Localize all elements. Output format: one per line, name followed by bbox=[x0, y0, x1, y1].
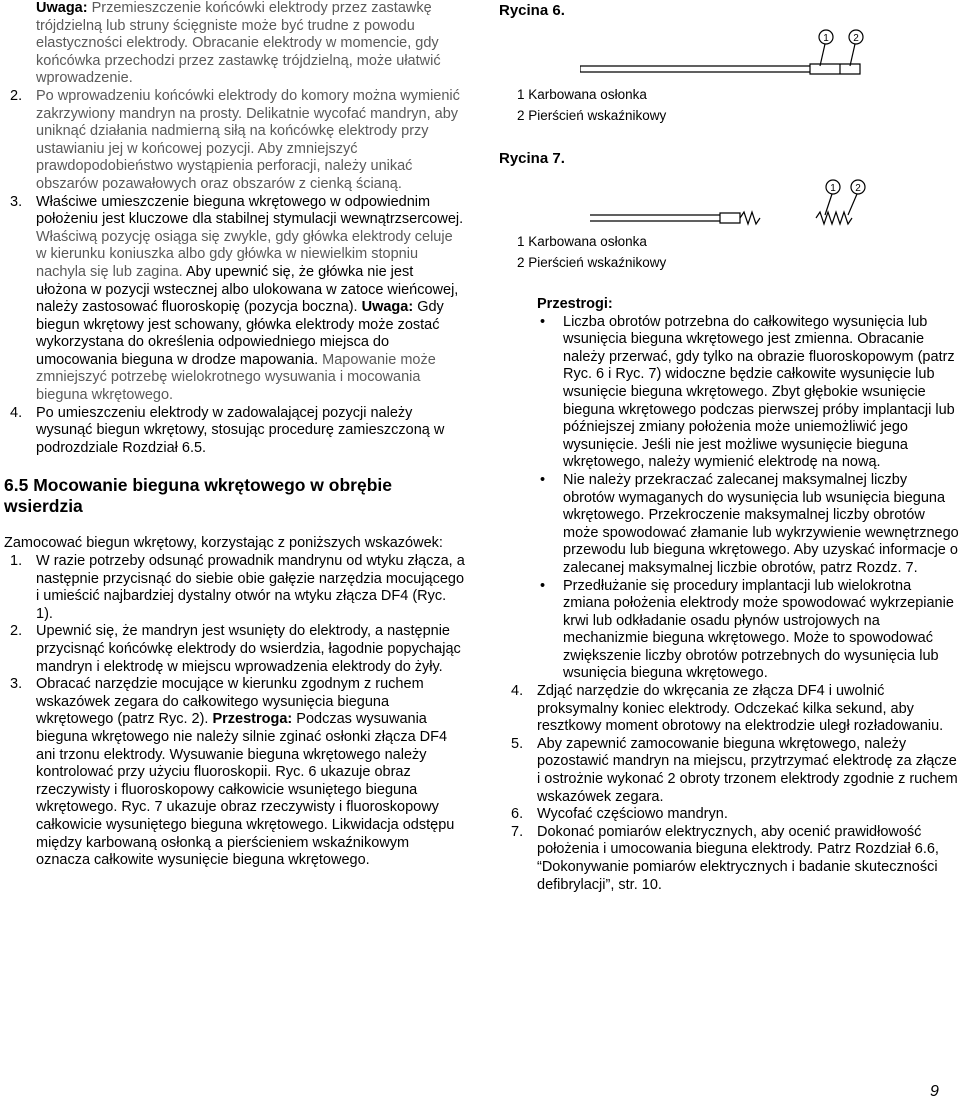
figure-7-legend-1: 1 Karbowana osłonka bbox=[517, 234, 647, 249]
instruction-3 bbox=[10, 676, 466, 870]
bullet-dot: • bbox=[540, 471, 546, 488]
lead-tip bbox=[720, 213, 740, 223]
left-column bbox=[4, 0, 466, 870]
step-number: 4. bbox=[511, 683, 524, 700]
leader-line bbox=[850, 44, 855, 66]
step-3 bbox=[10, 193, 466, 405]
step-number: 6. bbox=[511, 806, 524, 823]
step-text: Wycofać częściowo mandryn. bbox=[537, 806, 728, 823]
step-text: Delikatnie wycofać mandryn, aby uniknąć działania nadmierną siłą na końcówkę elektrody przy ustawianiu jej w końcowej pozycji. Aby zmniejszyć prawdopodobieństwo wystąpienia perforacji, należy unikać obszarów pozawałowych oraz obszarów z cienką ścianą. bbox=[36, 105, 459, 192]
instruction-5 bbox=[511, 735, 960, 806]
step-text: Obracać narzędzie mocujące w kierunku zgodnym z ruchem wskazówek zegara do całkowitego wysunięcia bieguna wkrętowego (patrz Ryc. 2). bbox=[36, 676, 424, 728]
section-intro: Zamocować biegun wkrętowy, korzystając z poniższych wskazówek: bbox=[4, 535, 443, 552]
bullet-text: Zbyt głębokie wsunięcie bieguna wkrętowego podczas pierwszej próby implantacji lub późniejszej zmiany położenia może uniemożliwić jego wysunięcie. Jeśli nie jest możliwe wysunięcie bieguna wkrętowego, należy wymienić elektrodę na nową. bbox=[563, 383, 955, 471]
callout-number: 1 bbox=[830, 183, 836, 194]
instruction-4 bbox=[511, 683, 960, 736]
step-text: Zdjąć narzędzie do wkręcania ze złącza DF4 i uwolnić proksymalny koniec elektrody. Odczekać kilka sekund, aby resztkowy moment obrotowy na elektrodzie uległ rozładowaniu. bbox=[537, 683, 944, 735]
section-heading: 6.5 Mocowanie bieguna wkrętowego w obrębie wsierdzia bbox=[4, 475, 392, 517]
caution-label: Przestroga: bbox=[212, 711, 293, 728]
step-text: Właściwe umieszczenie bieguna wkrętowego w odpowiednim położeniu jest kluczowe dla stabilnej stymulacji wewnątrzsercowej. bbox=[36, 193, 464, 228]
figure-7-legend-2: 2 Pierścień wskaźnikowy bbox=[517, 255, 667, 270]
cautions-title: Przestrogi: bbox=[537, 296, 613, 312]
caution-bullet-3 bbox=[537, 578, 960, 684]
instruction-7 bbox=[511, 823, 960, 894]
note-text: Mapowanie może zmniejszyć potrzebę wielokrotnego wysuwania i mocowania bieguna wkrętowego. bbox=[36, 351, 436, 404]
figure-6-lead-illustration bbox=[580, 22, 880, 82]
step-text: Dokonać pomiarów elektrycznych, aby ocenić prawidłowość położenia i umocowania bieguna elektrody. Patrz Rozdział 6.6, “Dokonywanie pomiarów elektrycznych i badanie skuteczności defibrylacji”, str. 10. bbox=[537, 823, 939, 893]
leader-line bbox=[848, 194, 857, 215]
step-number: 2. bbox=[10, 623, 23, 640]
step-number: 3. bbox=[10, 676, 23, 693]
caution-bullet-2 bbox=[537, 472, 960, 578]
leader-line bbox=[820, 44, 825, 66]
caution-bullet-1 bbox=[537, 314, 960, 472]
callout-number: 2 bbox=[855, 183, 861, 194]
bullet-text: Liczba obrotów potrzebna do całkowitego wysunięcia lub wsunięcia bieguna wkrętowego jest zmienna. Obracanie należy przerwać, gdy tylko na obrazie fluoroskopowym (patrz Ryc. 6 i Ryc. 7) widoczne będzie całkowite wysunięcie lub wsunięcie bieguna wkrętowego. bbox=[563, 313, 955, 400]
step-text: Aby zapewnić zamocowanie bieguna wkrętowego, należy pozostawić mandryn na miejscu, przytrzymać elektrodę za złącze i ostrożnie wykonać 2 obroty trzonem elektrody zgodnie z ruchem wskazówek zegara. bbox=[537, 735, 958, 805]
step-number: 1. bbox=[10, 553, 23, 570]
instruction-6 bbox=[511, 806, 960, 824]
bullet-text: Przekroczenie maksymalnej liczby obrotów może spowodować złamanie lub wykrzywienie wewnętrznego przewodu lub bieguna wkrętowego. Aby uzyskać informacje o zalecanej maksymalnej liczbie obrotów, patrz Rozdz. 7. bbox=[563, 507, 959, 576]
instruction-1 bbox=[10, 553, 466, 623]
note-label: Uwaga: bbox=[36, 0, 88, 16]
note-text: Gdy biegun wkrętowy jest schowany, główka elektrody może zostać wykorzystana do określenia odpowiedniego miejsca do umocowania bieguna w drodze mapowania. bbox=[36, 299, 444, 368]
step-text: Aby upewnić się, że główka nie jest ułożona w pozycji wstecznej albo ulokowana w zatoce wieńcowej, należy zastosować fluoroskopię (pozycja boczna). bbox=[36, 263, 459, 316]
step-number: 7. bbox=[511, 823, 524, 840]
note-label: Uwaga: bbox=[361, 299, 414, 316]
figure-6-legend-1: 1 Karbowana osłonka bbox=[517, 87, 647, 102]
step-text: Po wprowadzeniu końcówki elektrody do komory można wymienić zakrzywiony mandryn na prosty. bbox=[36, 87, 460, 122]
step-number: 3. bbox=[10, 193, 23, 210]
step-2 bbox=[10, 87, 466, 194]
note-text: Przemieszczenie końcówki elektrody przez zastawkę trójdzielną lub struny ścięgniste może być trudne z powodu elastyczności elektrody. Obracanie elektrody w momencie, gdy końcówka przechodzi przez zastawkę trójdzielną, może ułatwić wprowadzenie. bbox=[36, 0, 441, 87]
step-number: 2. bbox=[10, 87, 23, 104]
extended-helix-icon bbox=[740, 212, 760, 224]
step-text: Upewnić się, że mandryn jest wsunięty do elektrody, a następnie przycisnąć końcówkę elektrody do wsierdzia, łagodnie popychając mandryn i elektrodę w miejscu wprowadzenia elektrody do żyły. bbox=[36, 623, 461, 675]
note-intro bbox=[36, 0, 466, 88]
cautions-block bbox=[513, 296, 960, 894]
step-number: 5. bbox=[511, 735, 524, 752]
step-number: 4. bbox=[10, 404, 23, 421]
bullet-dot: • bbox=[540, 577, 546, 594]
page-number: 9 bbox=[930, 1083, 939, 1100]
instruction-2 bbox=[10, 623, 466, 676]
bullet-dot: • bbox=[540, 313, 546, 330]
bullet-text: Przedłużanie się procedury implantacji lub wielokrotna zmiana położenia elektrody może spowodować wykrzepianie krwi lub odkładanie osadu płynów ustrojowych na mechanizmie bieguna wkrętowego. Może to spowodować zwiększenie liczby obrotów potrzebnych do wysunięcia lub wsunięcia bieguna wkrętowego. bbox=[563, 577, 954, 682]
step-text: Po umieszczeniu elektrody w zadowalającej pozycji należy wysunąć biegun wkrętowy, stosując procedurę zamieszczoną w podrozdziale Rozdział 6.5. bbox=[36, 404, 445, 456]
caution-text: Podczas wysuwania bieguna wkrętowego nie należy silnie zginać osłonki złącza DF4 ani trzonu elektrody. Wysuwanie bieguna wkrętowego należy kontrolować przy użyciu fluoroskopii. Ryc. 6 ukazuje obraz rzeczywisty i fluoroskopowy całkowicie wsuniętego bieguna wkrętowego. Ryc. 7 ukazuje obraz rzeczywisty i fluoroskopowy całkowicie wysuniętego bieguna wkrętowego. Likwidacja odstępu między karbowaną osłonką a pierścieniem wskaźnikowym oznacza całkowite wysunięcie bieguna wkrętowego. bbox=[36, 711, 455, 869]
figure-6-legend-2: 2 Pierścień wskaźnikowy bbox=[517, 108, 667, 123]
figure-7-lead-illustration bbox=[590, 175, 890, 235]
figure-6-title: Rycina 6. bbox=[499, 2, 565, 19]
step-4 bbox=[10, 404, 466, 458]
figure-7-title: Rycina 7. bbox=[499, 150, 565, 167]
callout-number: 1 bbox=[823, 33, 829, 44]
helix-icon bbox=[816, 212, 852, 224]
lead-tip bbox=[810, 64, 860, 74]
callout-number: 2 bbox=[853, 33, 859, 44]
step-text: Właściwą pozycję osiąga się zwykle, gdy główka elektrody celuje w kierunku koniuszka albo gdy główka w niewielkim stopniu nachyla się lub zagina. bbox=[36, 228, 453, 280]
step-text: W razie potrzeby odsunąć prowadnik mandrynu od wtyku złącza, a następnie przycisnąć do siebie obie gałęzie narzędzia mocującego i umieścić najbardziej dystalny otwór na wtyku złącza DF4 (Ryc. 1). bbox=[36, 553, 465, 622]
bullet-text: Nie należy przekraczać zalecanej maksymalnej liczby obrotów wymaganych do wysunięcia lub wsunięcia bieguna wkrętowego. bbox=[563, 471, 946, 524]
